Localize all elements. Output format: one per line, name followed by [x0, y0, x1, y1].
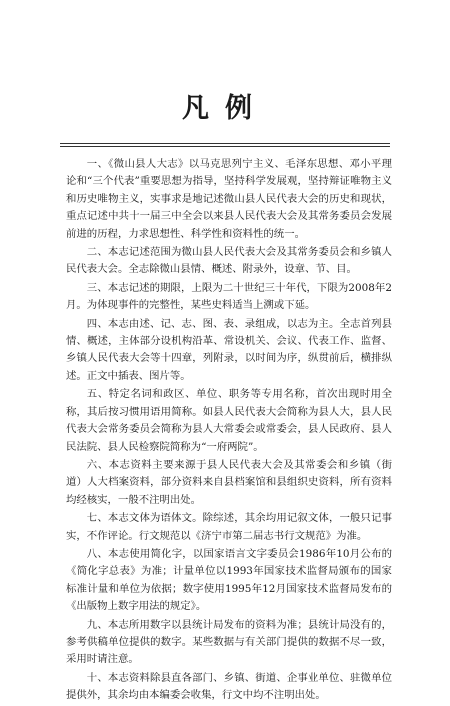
paragraph-4: 四、本志由述、记、志、图、表、录组成，以志为主。全志首列县情、概述，主体部分设机构沿革、常设机关、会议、代表工作、监督、乡镇人民代表大会等十四章，列附录，以时间为序，纵贯前后，横排纵述。正文中插表、图片等。 — [66, 317, 392, 382]
paragraph-8: 八、本志使用简化字，以国家语言文字委员会1986年10月公布的《简化字总表》为准；计量单位以1993年国家技术监督局颁布的国家标准计量和单位为依据；数字使用1995年12月国家技术监督局发布的《出版物上数字用法的规定》。 — [66, 547, 392, 613]
paragraph-1: 一、《微山县人大志》以马克思列宁主义、毛泽东思想、邓小平理论和“三个代表”重要思想为指导，坚持科学发展观，坚持辩证唯物主义和历史唯物主义，实事求是地记述微山县人民代表大会的历史和现状，重点记述中共十一届三中全会以来县人民代表大会及其常务委员会发展前进的历程，力求思想性、科学性和资料性的统一。 — [66, 158, 392, 240]
page-title: 凡例 — [182, 93, 268, 124]
paragraph-2: 二、本志记述范围为微山县人民代表大会及其常务委员会和乡镇人民代表大会。全志除微山县情、概述、附录外，设章、节、目。 — [66, 246, 392, 276]
paragraph-6: 六、本志资料主要来源于县人民代表大会及其常委会和乡镇（街道）人大档案资料，部分资料来自县档案馆和县组织史资料，所有资料均经核实，一般不注明出处。 — [66, 458, 392, 506]
title-rule-bottom — [60, 146, 390, 147]
title-rule-top — [60, 143, 390, 144]
paragraph-7: 七、本志文体为语体文。除综述，其余均用记叙文体，一般只记事实，不作评论。行文规范以《济宁市第二届志书行文规范》为准。 — [66, 512, 392, 542]
paragraph-10: 十、本志资料除县直各部门、乡镇、街道、企事业单位、驻微单位提供外，其余均由本编委会收集，行文中均不注明出处。 — [66, 671, 392, 702]
paragraph-9: 九、本志所用数字以县统计局发布的资料为准；县统计局没有的，参考供稿单位提供的数字。某些数据与有关部门提供的数据不尽一致，采用时请注意。 — [66, 618, 392, 666]
document-body — [66, 156, 392, 706]
paragraph-3: 三、本志记述的期限，上限为二十世纪三十年代，下限为2008年2月。为体现事件的完整性，某些史料适当上溯或下延。 — [66, 281, 392, 312]
paragraph-5: 五、特定名词和政区、单位、职务等专用名称，首次出现时用全称，其后按习惯用语用简称。如县人民代表大会简称为县人大，县人民代表大会常务委员会简称为县人大常委会或常委会，县人民政府、县人民法院、县人民检察院简称为“一府两院”。 — [66, 388, 392, 453]
